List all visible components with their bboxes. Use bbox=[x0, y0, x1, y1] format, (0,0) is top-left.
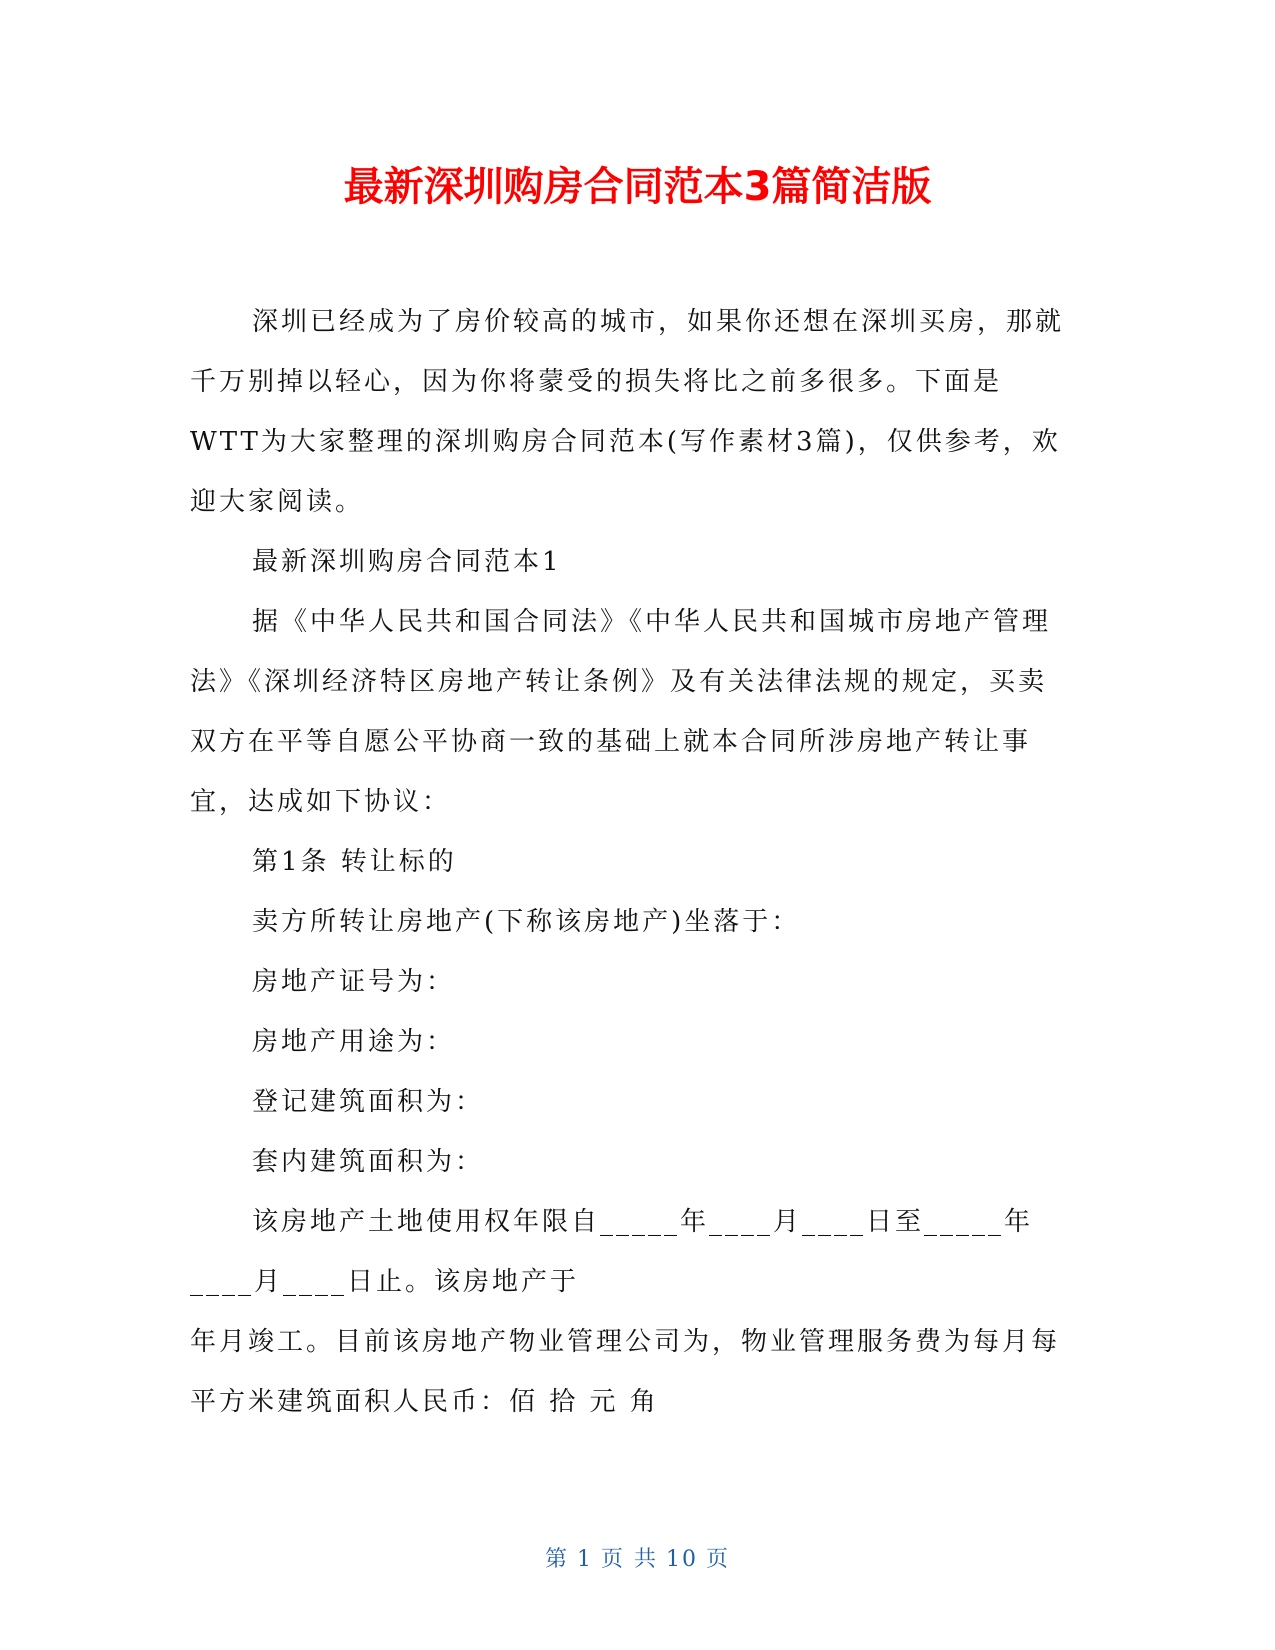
paragraph-usage: 房地产用途为： bbox=[252, 1027, 456, 1057]
footer-total-pages: 10 bbox=[666, 1547, 698, 1572]
paragraph-certificate-no: 房地产证号为： bbox=[252, 967, 456, 997]
paragraph-registered-area: 登记建筑面积为： bbox=[252, 1087, 485, 1117]
paragraph-property-management: 年月竣工。目前该房地产物业管理公司为，物业管理服务费为每月每平方米建筑面积人民币：佰 拾 元 角 bbox=[190, 1327, 1061, 1417]
footer-middle: 页 共 bbox=[601, 1547, 658, 1572]
footer-suffix: 页 bbox=[706, 1547, 731, 1572]
paragraph-section-heading: 最新深圳购房合同范本1 bbox=[252, 547, 562, 577]
document-title: 最新深圳购房合同范本3篇简洁版 bbox=[343, 164, 932, 210]
paragraph-location: 卖方所转让房地产(下称该房地产)坐落于： bbox=[252, 907, 801, 937]
footer-prefix: 第 bbox=[544, 1547, 569, 1572]
paragraph-legal-basis: 据《中华人民共和国合同法》《中华人民共和国城市房地产管理法》《深圳经济特区房地产转让条例》及有关法律法规的规定，买卖双方在平等自愿公平协商一致的基础上就本合同所涉房地产转让事宜，达成如下协议： bbox=[190, 607, 1052, 817]
paragraph-intro: 深圳已经成为了房价较高的城市，如果你还想在深圳买房，那就千万别掉以轻心，因为你将蒙受的损失将比之前多很多。下面是WTT为大家整理的深圳购房合同范本(写作素材3篇)，仅供参考，欢迎大家阅读。 bbox=[190, 307, 1065, 517]
footer-current-page: 1 bbox=[577, 1547, 593, 1572]
paragraph-inner-area: 套内建筑面积为： bbox=[252, 1147, 485, 1177]
paragraph-land-use-term: 该房地产土地使用权年限自_____年____月____日至_____年____月____日止。该房地产于 bbox=[190, 1207, 1034, 1297]
document-body bbox=[190, 292, 1070, 1432]
paragraph-article-1: 第1条 转让标的 bbox=[252, 847, 457, 877]
page-footer bbox=[0, 1542, 1275, 1573]
